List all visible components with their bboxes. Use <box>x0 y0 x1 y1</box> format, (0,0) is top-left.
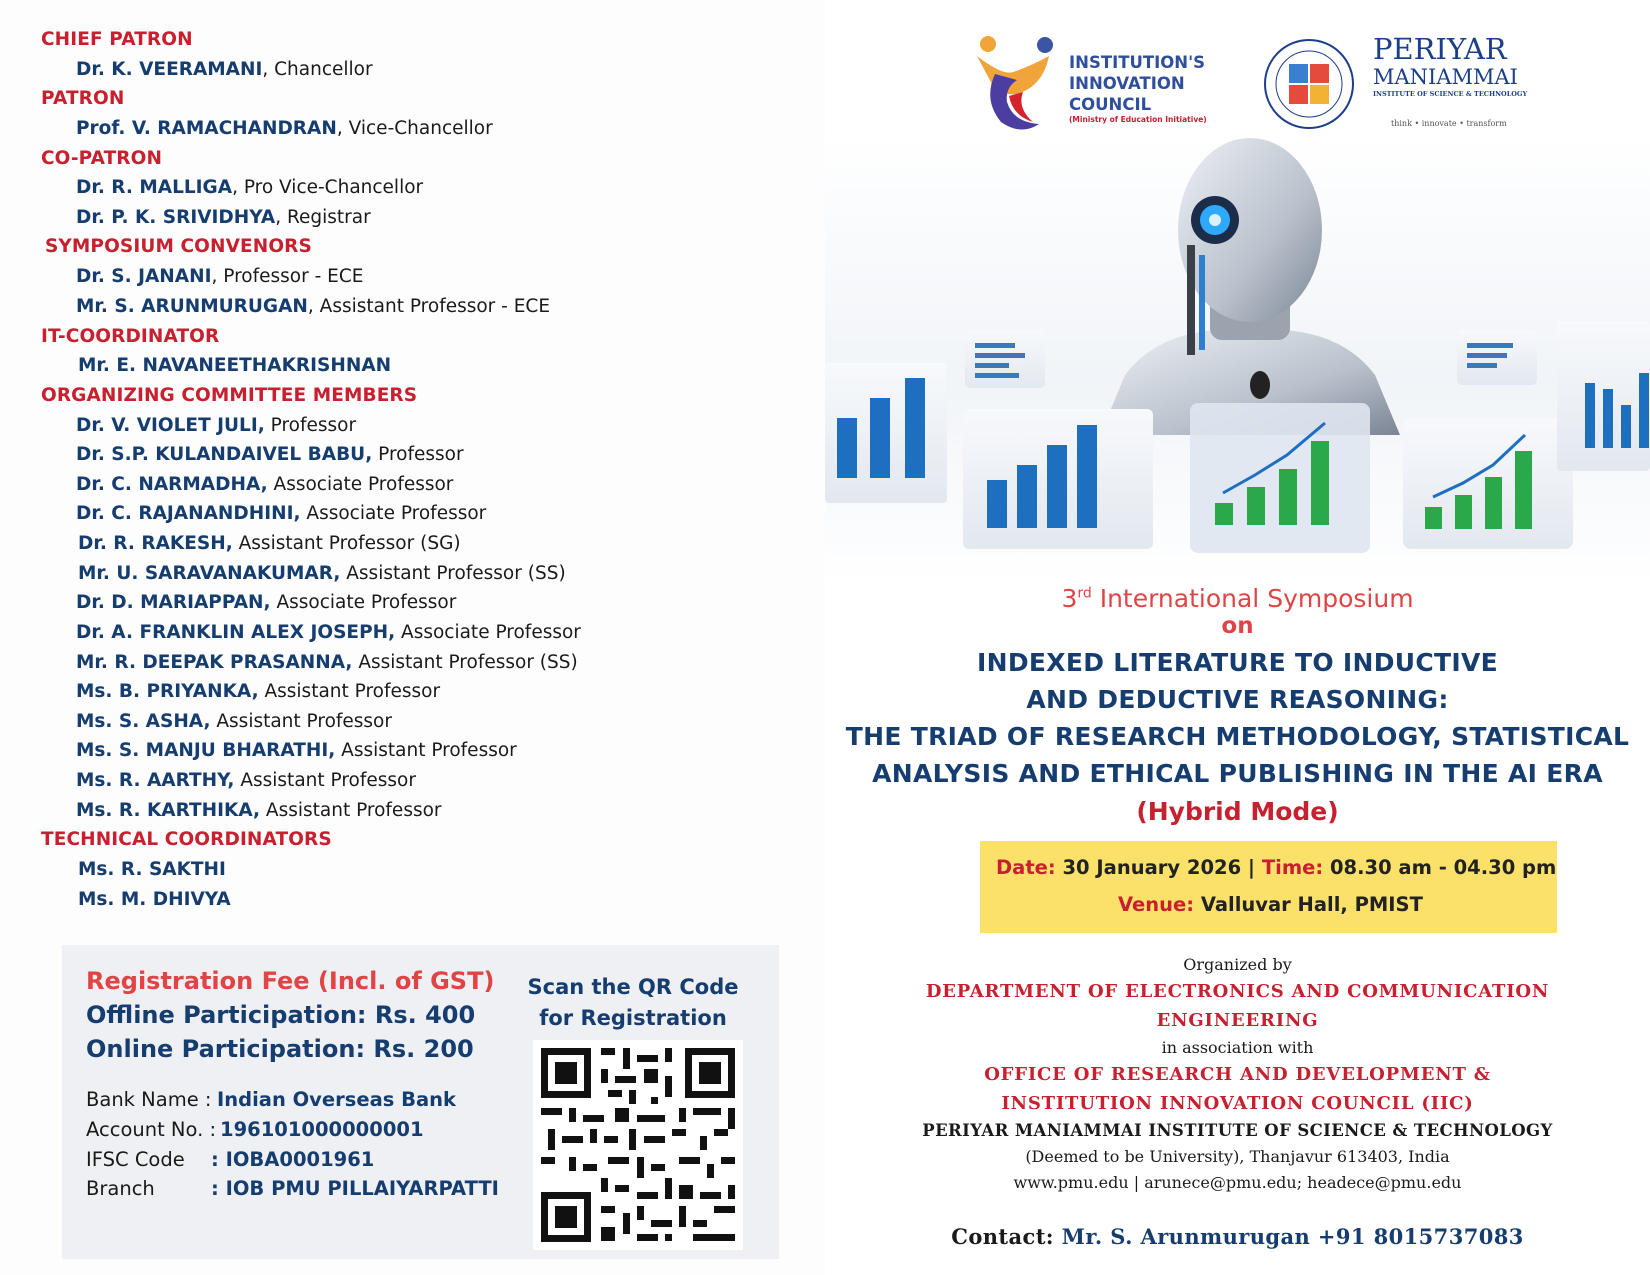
pmist-seal <box>1261 36 1361 132</box>
date-value: 30 January 2026 | <box>1055 856 1262 879</box>
member-title: Assistant Professor (SS) <box>340 563 566 584</box>
online-fee: Online Participation: Rs. 200 <box>86 1035 474 1063</box>
member-name: Mr. E. NAVANEETHAKRISHNAN <box>78 355 392 376</box>
account-value: 196101000000001 <box>220 1118 424 1141</box>
title-line: THE TRIAD OF RESEARCH METHODOLOGY, STATISTICAL <box>845 722 1630 751</box>
venue-value: Valluvar Hall, PMIST <box>1194 893 1423 916</box>
offline-fee: Offline Participation: Rs. 400 <box>86 1001 476 1029</box>
member-name: Ms. S. ASHA, <box>76 711 211 732</box>
member-title: , Chancellor <box>262 59 373 80</box>
member-title: , Pro Vice-Chancellor <box>232 177 424 198</box>
iic-line3: COUNCIL <box>1069 95 1152 114</box>
member-title: Assistant Professor <box>260 800 442 821</box>
member-name: Ms. R. AARTHY, <box>76 770 235 791</box>
member-title: Assistant Professor <box>210 711 392 732</box>
date-time-line <box>996 856 1556 879</box>
title-line: INDEXED LITERATURE TO INDUCTIVE <box>977 648 1498 677</box>
qr-caption-line1: Scan the QR Code <box>527 975 739 999</box>
bank-name-value: Indian Overseas Bank <box>217 1088 456 1111</box>
member-entry <box>76 711 392 732</box>
member-entry <box>76 59 373 80</box>
member-name: Ms. M. DHIVYA <box>78 889 231 910</box>
ordinal-suffix: rd <box>1077 585 1092 602</box>
department-line2: ENGINEERING <box>1156 1010 1319 1031</box>
institute-name: PERIYAR MANIAMMAI INSTITUTE OF SCIENCE & TECHNOLOGY <box>922 1121 1553 1140</box>
member-name: Mr. U. SARAVANAKUMAR, <box>78 563 341 584</box>
member-name: Dr. S.P. KULANDAIVEL BABU, <box>76 444 373 465</box>
member-title: Assistant Professor (SS) <box>352 652 578 673</box>
member-title: Assistant Professor <box>335 740 517 761</box>
role-heading: TECHNICAL COORDINATORS <box>41 829 332 850</box>
iic-logo <box>973 36 1053 136</box>
member-name: Mr. R. DEEPAK PRASANNA, <box>76 652 353 673</box>
qr-caption-line2: for Registration <box>539 1006 727 1030</box>
role-heading: CHIEF PATRON <box>41 29 193 50</box>
symposium-line <box>825 584 1650 613</box>
member-name: Dr. K. VEERAMANI <box>76 59 263 80</box>
member-entry <box>76 444 464 465</box>
member-title: Associate Professor <box>270 592 457 613</box>
member-title: , Assistant Professor - ECE <box>307 296 551 317</box>
venue-line <box>1118 893 1423 916</box>
iic-line1: INSTITUTION'S <box>1069 53 1206 72</box>
member-entry <box>78 859 226 880</box>
member-name: Dr. C. RAJANANDHINI, <box>76 503 301 524</box>
ifsc-label: IFSC Code <box>86 1148 185 1171</box>
registration-qr-code[interactable] <box>533 1040 743 1250</box>
member-title: , Vice-Chancellor <box>336 118 493 139</box>
ifsc-value: : IOBA0001961 <box>211 1148 375 1171</box>
member-entry <box>76 415 356 436</box>
title-line: ANALYSIS AND ETHICAL PUBLISHING IN THE AI ERA <box>872 759 1603 788</box>
member-name: Ms. R. SAKTHI <box>78 859 226 880</box>
member-name: Mr. S. ARUNMURUGAN <box>76 296 308 317</box>
bank-name-label: Bank Name : <box>86 1088 212 1111</box>
member-title: Associate Professor <box>300 503 487 524</box>
member-title: , Professor - ECE <box>211 266 364 287</box>
hero-illustration <box>825 135 1650 585</box>
member-title: Assistant Professor <box>234 770 416 791</box>
registration-fee-heading: Registration Fee (Incl. of GST) <box>86 967 495 995</box>
member-entry <box>78 533 461 554</box>
member-entry <box>76 681 440 702</box>
contact-web-email: www.pmu.edu | arunece@pmu.edu; headece@pmu.edu <box>1013 1173 1462 1192</box>
date-label: Date: <box>996 856 1056 879</box>
member-name: Dr. R. RAKESH, <box>78 533 233 554</box>
time-label: Time: <box>1261 856 1324 879</box>
member-entry <box>78 355 391 376</box>
branch-label: Branch <box>86 1177 155 1200</box>
member-entry <box>76 296 550 317</box>
date-venue-box <box>980 841 1557 933</box>
iic-wordmark <box>1069 52 1207 125</box>
role-heading: IT-COORDINATOR <box>41 326 220 347</box>
member-title: Associate Professor <box>395 622 581 643</box>
right-panel <box>825 0 1650 1275</box>
organized-by: Organized by <box>1183 955 1292 974</box>
member-name: Dr. R. MALLIGA <box>76 177 233 198</box>
mode-label: (Hybrid Mode) <box>1136 797 1339 826</box>
member-title: Professor <box>264 415 357 436</box>
member-title: Associate Professor <box>267 474 454 495</box>
member-name: Prof. V. RAMACHANDRAN <box>76 118 337 139</box>
member-entry <box>76 592 456 613</box>
member-name: Dr. V. VIOLET JULI, <box>76 415 265 436</box>
venue-label: Venue: <box>1118 893 1195 916</box>
member-name: Dr. D. MARIAPPAN, <box>76 592 271 613</box>
pmist-tagline: think • innovate • transform <box>1391 119 1507 128</box>
member-name: Ms. R. KARTHIKA, <box>76 800 261 821</box>
pmist-name-line1: PERIYAR <box>1373 32 1507 66</box>
office-line1: OFFICE OF RESEARCH AND DEVELOPMENT & <box>984 1064 1491 1085</box>
member-name: Dr. A. FRANKLIN ALEX JOSEPH, <box>76 622 396 643</box>
role-heading: PATRON <box>41 88 125 109</box>
member-name: Ms. S. MANJU BHARATHI, <box>76 740 336 761</box>
contact-label: Contact: <box>951 1224 1054 1249</box>
member-entry <box>76 118 493 139</box>
member-name: Ms. B. PRIYANKA, <box>76 681 259 702</box>
symposium-label: International Symposium <box>1091 584 1414 613</box>
association-label: in association with <box>1161 1038 1314 1057</box>
member-title: , Registrar <box>275 207 371 228</box>
member-title: Assistant Professor <box>258 681 441 702</box>
member-entry <box>76 177 423 198</box>
title-line: AND DEDUCTIVE REASONING: <box>1026 685 1449 714</box>
member-entry <box>76 622 581 643</box>
member-entry <box>76 266 363 287</box>
institute-address: (Deemed to be University), Thanjavur 613403, India <box>1025 1147 1450 1166</box>
branch-value: : IOB PMU PILLAIYARPATTI <box>211 1177 499 1200</box>
pmist-name-line2: MANIAMMAI <box>1373 65 1518 89</box>
iic-subtitle: (Ministry of Education Initiative) <box>1069 115 1207 124</box>
member-entry <box>76 474 453 495</box>
member-entry <box>78 563 566 584</box>
role-heading: ORGANIZING COMMITTEE MEMBERS <box>41 385 418 406</box>
member-entry <box>76 503 486 524</box>
office-line2: INSTITUTION INNOVATION COUNCIL (IIC) <box>1001 1093 1474 1114</box>
on-label: on <box>1221 613 1254 639</box>
account-label: Account No. : <box>86 1118 217 1141</box>
member-entry <box>78 889 231 910</box>
member-title: Assistant Professor (SG) <box>232 533 461 554</box>
robot-illustration <box>825 135 1650 585</box>
ordinal: 3 <box>1061 584 1078 613</box>
member-entry <box>76 207 371 228</box>
contact-line <box>825 1224 1650 1249</box>
iic-emblem-icon <box>973 36 1053 136</box>
pmist-seal-icon <box>1261 36 1361 132</box>
member-name: Dr. P. K. SRIVIDHYA <box>76 207 276 228</box>
member-entry <box>76 652 578 673</box>
role-heading: SYMPOSIUM CONVENORS <box>45 236 312 257</box>
member-name: Dr. C. NARMADHA, <box>76 474 268 495</box>
member-entry <box>76 770 416 791</box>
contact-value: Mr. S. Arunmurugan +91 8015737083 <box>1053 1224 1524 1249</box>
time-value: 08.30 am - 04.30 pm <box>1323 856 1557 879</box>
iic-line2: INNOVATION <box>1069 74 1185 93</box>
pmist-name-line3: INSTITUTE OF SCIENCE & TECHNOLOGY <box>1373 90 1528 98</box>
member-entry <box>76 740 517 761</box>
member-name: Dr. S. JANANI <box>76 266 212 287</box>
member-entry <box>76 800 442 821</box>
member-title: Professor <box>372 444 464 465</box>
committee-list <box>0 0 825 930</box>
role-heading: CO-PATRON <box>41 148 163 169</box>
department-line1: DEPARTMENT OF ELECTRONICS AND COMMUNICATION <box>925 981 1550 1002</box>
